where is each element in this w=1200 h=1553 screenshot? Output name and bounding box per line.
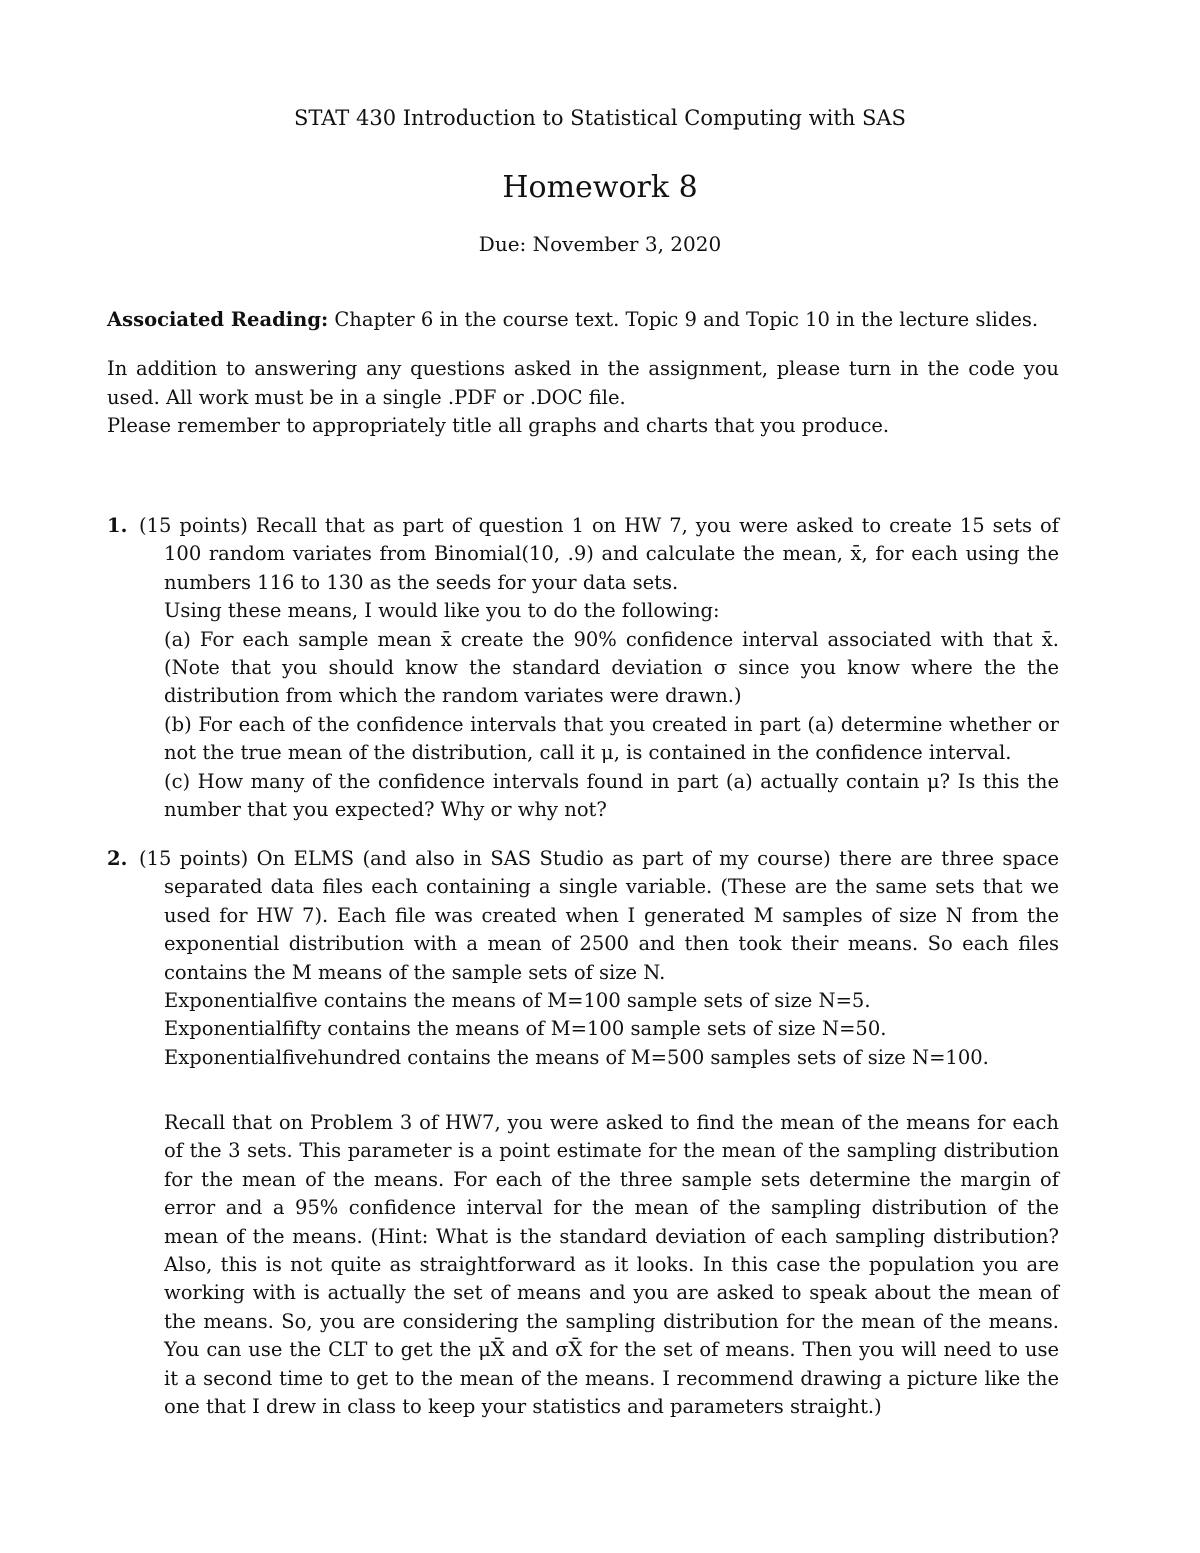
instructions-line-1: In addition to answering any questions asked in the assignment, please turn in the code you used. All work must be in a single .PDF or .DOC file.: [107, 357, 1059, 409]
associated-reading-text: Chapter 6 in the course text. Topic 9 and Topic 10 in the lecture slides.: [334, 308, 1039, 331]
course-title: STAT 430 Introduction to Statistical Computing with SAS: [294, 106, 906, 130]
question-2-number: 2.: [107, 847, 128, 870]
question-1: [107, 512, 1059, 824]
due-date: Due: November 3, 2020: [478, 232, 722, 256]
question-2-file-fivehundred: Exponentialfivehundred contains the means of M=500 samples sets of size N=100.: [164, 1045, 989, 1069]
question-2-intro: (15 points) On ELMS (and also in SAS Studio as part of my course) there are three space separated data files each containing a single variable. (These are the same sets that we used for HW 7). Each file was created when I generated M samples of size N from the exponential distribution with a mean of 2500 and then took their means. So each files contains the M means of the sample sets of size N.: [139, 847, 1059, 984]
question-1-body: [139, 512, 1059, 824]
associated-reading-label: Associated Reading:: [107, 308, 329, 331]
question-1-number: 1.: [107, 514, 128, 537]
question-1-part-c: (c) How many of the confidence intervals found in part (a) actually contain μ? Is this the number that you expected? Why or why not?: [164, 769, 1059, 822]
homework-title: Homework 8: [502, 170, 698, 205]
question-2-file-fifty: Exponentialfifty contains the means of M=100 sample sets of size N=50.: [164, 1017, 887, 1041]
question-2-recall-paragraph: Recall that on Problem 3 of HW7, you were asked to find the mean of the means for each of the 3 sets. This parameter is a point estimate for the mean of the sampling distribution for the mean of the means. For each of the three sample sets determine the margin of error and a 95% confidence interval for the mean of the sampling distribution of the mean of the means. (Hint: What is the standard deviation of each sampling distribution? Also, this is not quite as straightforward as it looks. In this case the population you are working with is actually the set of means and you are asked to speak about the mean of the means. So, you are considering the sampling distribution for the mean of the means. You can use the CLT to get the μX̄ and σX̄ for the set of means. Then you will need to use it a second time to get to the mean of the means. I recommend drawing a picture like the one that I drew in class to keep your statistics and parameters straight.): [164, 1111, 1059, 1419]
instructions-line-2: Please remember to appropriately title all graphs and charts that you produce.: [107, 414, 890, 437]
question-1-part-a: (a) For each sample mean x̄ create the 90% confidence interval associated with that x̄. (Note that you should know the standard deviation σ since you know where the the distribution from which the random variates were drawn.): [164, 627, 1059, 708]
question-2: [107, 845, 1059, 1072]
question-2-file-five: Exponentialfive contains the means of M=100 sample sets of size N=5.: [164, 989, 871, 1013]
question-2-body: [139, 845, 1059, 1072]
associated-reading: [107, 306, 1067, 334]
question-1-lead: Using these means, I would like you to do the following:: [164, 599, 720, 623]
question-1-intro: (15 points) Recall that as part of question 1 on HW 7, you were asked to create 15 sets of 100 random variates from Binomial(10, .9) and calculate the mean, x̄, for each using the numbers 116 to 130 as the seeds for your data sets.: [139, 514, 1059, 594]
general-instructions: [107, 355, 1059, 441]
question-1-part-b: (b) For each of the confidence intervals that you created in part (a) determine whether or not the true mean of the distribution, call it μ, is contained in the confidence interval.: [164, 712, 1059, 765]
